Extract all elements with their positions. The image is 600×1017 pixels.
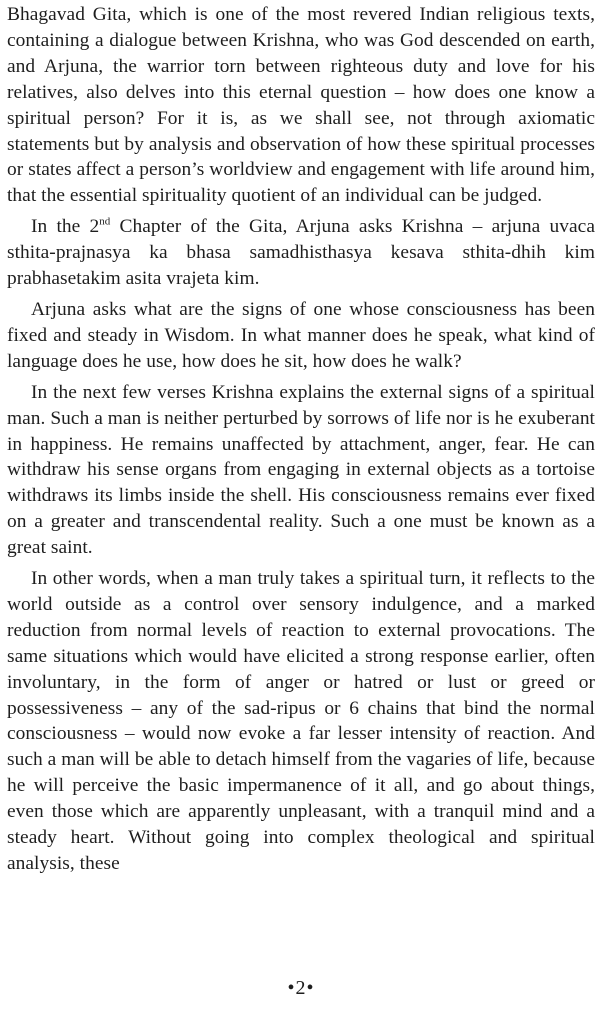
paragraph-signs-of-wisdom: Arjuna asks what are the signs of one whose consciousness has been fixed and steady in Wisdom. In what manner does he speak, what kind of language does he use, how does he sit, how does he walk? [7, 298, 595, 372]
chapter-ordinal-number: In the 2 [31, 216, 100, 238]
ordinal-suffix: nd [99, 215, 111, 228]
verse-question-text: Chapter of the Gita, Arjuna asks Krishna – arjuna uvaca sthita-prajnasya ka bhasa samadhisthasya kesava sthita-dhih kim prabhasetakim asita vrajeta kim. [7, 216, 595, 290]
body-text [7, 2, 595, 877]
paragraph-external-signs: In the next few verses Krishna explains the external signs of a spiritual man. Such a man is neither perturbed by sorrows of life nor is he exuberant in happiness. He remains unaffected by attachment, anger, fear. He can withdraw his sense organs from engaging in external objects as a tortoise withdraws its limbs inside the shell. His consciousness remains ever fixed on a greater and transcendental reality. Such a one must be known as a great saint. [7, 381, 595, 559]
page-number: •2• [287, 977, 315, 999]
book-page [7, 2, 595, 1012]
paragraph-spiritual-turn: In other words, when a man truly takes a spiritual turn, it reflects to the world outside as a control over sensory indulgence, and a marked reduction from normal levels of reaction to external provocations. The same situations which would have elicited a strong response earlier, often involuntary, in the form of anger or hatred or lust or greed or possessiveness – any of the sad-ripus or 6 chains that bind the normal consciousness – would now evoke a far lesser intensity of reaction. And such a man will be able to detach himself from the vagaries of life, because he will perceive the basic impermanence of it all, and go about things, even those which are apparently unpleasant, with a tranquil mind and a steady heart. Without going into complex theological and spiritual analysis, these [7, 568, 595, 874]
paragraph-gita-introduction: Bhagavad Gita, which is one of the most revered Indian religious texts, containing a dialogue between Krishna, who was God descended on earth, and Arjuna, the warrior torn between righteous duty and love for his relatives, also delves into this eternal question – how does one know a spiritual person? For it is, as we shall see, not through axiomatic statements but by analysis and observation of how these spiritual processes or states affect a person’s worldview and engagement with life around him, that the essential spirituality quotient of an individual can be judged. [7, 4, 595, 207]
paragraph-arjuna-question-verse [7, 214, 595, 292]
